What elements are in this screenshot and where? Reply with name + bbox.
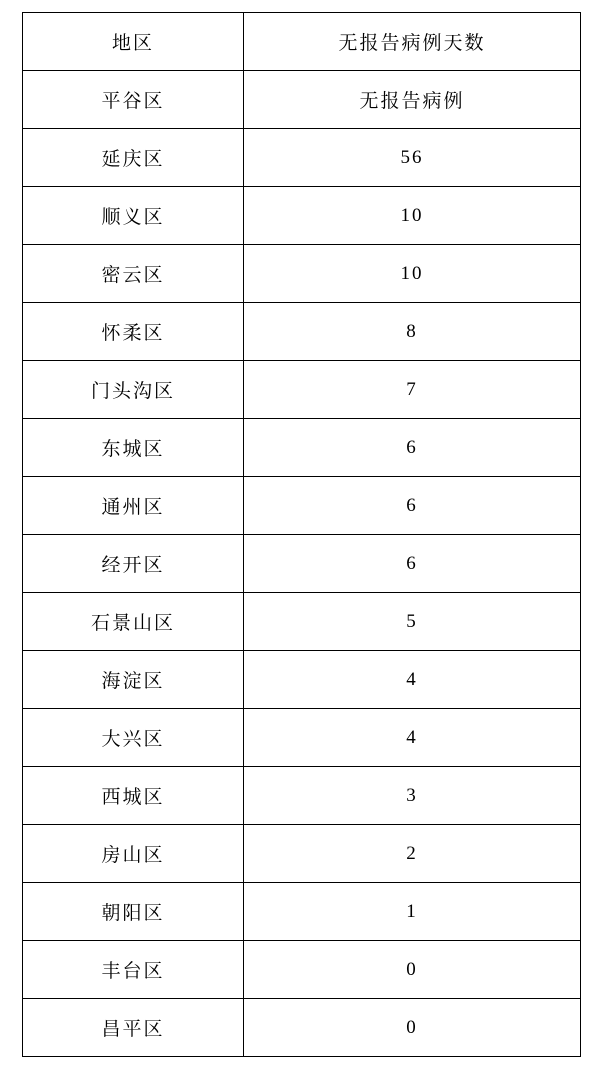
cell-region: 通州区 [23,477,244,535]
table-header-row [23,13,581,71]
cell-region: 经开区 [23,535,244,593]
cell-region: 平谷区 [23,71,244,129]
table-row [23,999,581,1057]
cell-days: 5 [244,593,581,651]
cell-region: 昌平区 [23,999,244,1057]
table-row [23,303,581,361]
cell-region: 怀柔区 [23,303,244,361]
cell-days: 0 [244,999,581,1057]
cell-days: 4 [244,651,581,709]
cell-days: 56 [244,129,581,187]
table-row [23,129,581,187]
cell-days: 2 [244,825,581,883]
table-header-days: 无报告病例天数 [244,13,581,71]
table-row [23,651,581,709]
cell-region: 大兴区 [23,709,244,767]
cell-days: 10 [244,187,581,245]
no-report-cases-table [22,12,581,1057]
cell-region: 西城区 [23,767,244,825]
cell-days: 6 [244,477,581,535]
table-row [23,245,581,303]
table-row [23,767,581,825]
table-header-region: 地区 [23,13,244,71]
table-row [23,593,581,651]
cell-days: 10 [244,245,581,303]
cell-region: 石景山区 [23,593,244,651]
table-row [23,419,581,477]
table-body [23,13,581,1057]
table-row [23,709,581,767]
cell-region: 房山区 [23,825,244,883]
table-row [23,883,581,941]
cell-region: 延庆区 [23,129,244,187]
cell-region: 丰台区 [23,941,244,999]
cell-days: 1 [244,883,581,941]
cell-days: 4 [244,709,581,767]
table-row [23,361,581,419]
cell-region: 密云区 [23,245,244,303]
cell-days: 6 [244,535,581,593]
cell-days: 3 [244,767,581,825]
table-row [23,187,581,245]
table-row [23,825,581,883]
cell-days: 7 [244,361,581,419]
table-row [23,71,581,129]
cell-days: 6 [244,419,581,477]
cell-days: 无报告病例 [244,71,581,129]
table-container [22,12,578,1057]
cell-region: 门头沟区 [23,361,244,419]
cell-region: 东城区 [23,419,244,477]
cell-days: 8 [244,303,581,361]
cell-days: 0 [244,941,581,999]
table-row [23,941,581,999]
table-row [23,477,581,535]
cell-region: 朝阳区 [23,883,244,941]
cell-region: 海淀区 [23,651,244,709]
table-row [23,535,581,593]
cell-region: 顺义区 [23,187,244,245]
